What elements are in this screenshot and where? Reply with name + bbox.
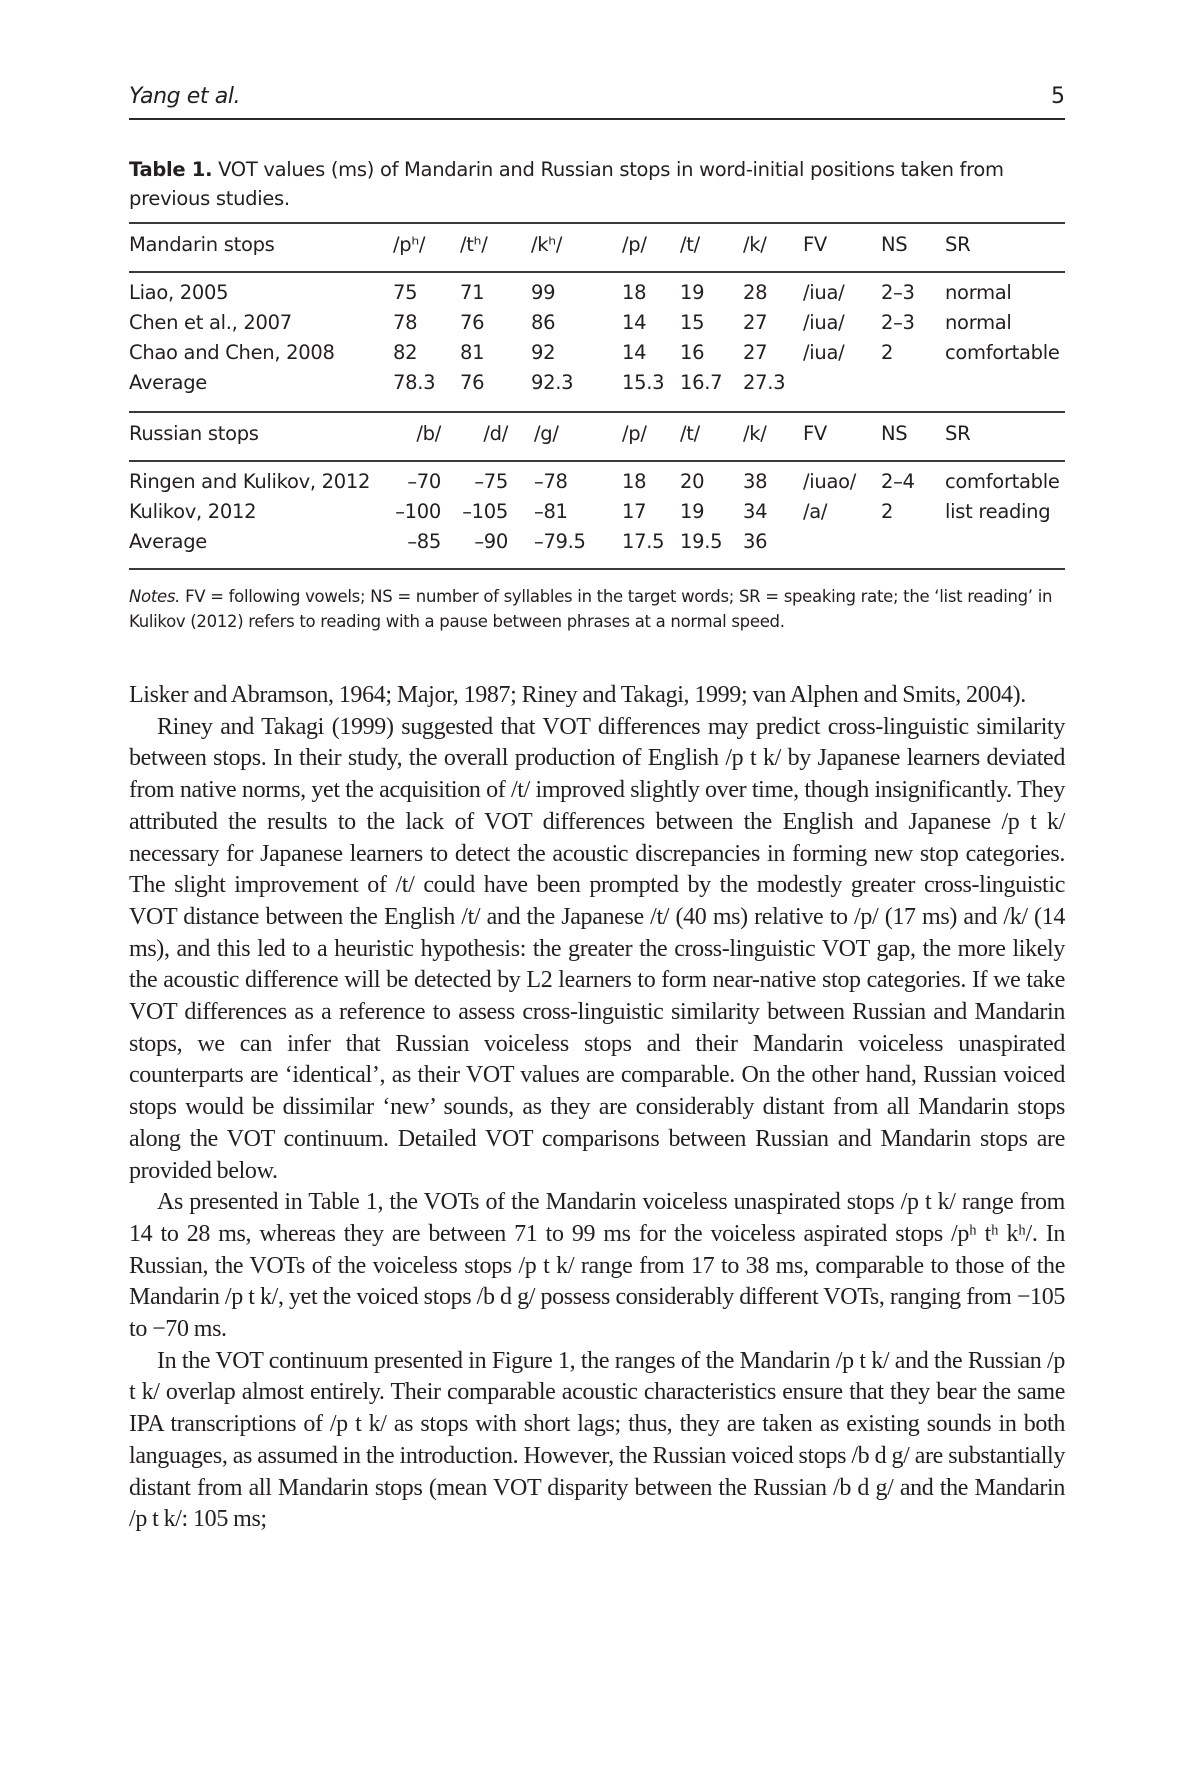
table-cell: comfortable xyxy=(945,341,1060,364)
table-cell: –100 xyxy=(395,500,441,523)
table-cell: –81 xyxy=(534,500,568,523)
body-paragraph: Riney and Takagi (1999) suggested that VOT differences may predict cross-linguistic similarity between stops. In their study, the overall production of English /p t k/ by Japanese learners deviated from native norms, yet the acquisition of /t/ improved slightly over time, though insignificantly. They attributed the results to the lack of VOT differences between the English and Japanese /p t k/ necessary for Japanese learners to detect the acoustic discrepancies in forming new stop categories. The slight improvement of /t/ could have been prompted by the modestly greater cross-linguistic VOT distance between the English /t/ and the Japanese /t/ (40 ms) relative to /p/ (17 ms) and /k/ (14 ms), and this led to a heuristic hypothesis: the greater the cross-linguistic VOT gap, the more likely the acoustic difference will be detected by L2 learners to form near-native stop categories. If we take VOT differences as a reference to assess cross-linguistic similarity between Russian and Mandarin stops, we can infer that Russian voiceless stops and their Mandarin voiceless unaspirated counterparts are ‘identical’, as their VOT values are comparable. On the other hand, Russian voiced stops would be dissimilar ‘new’ sounds, as they are considerably distant from all Mandarin stops along the VOT continuum. Detailed VOT comparisons between Russian and Mandarin stops are provided below. xyxy=(129,713,1065,1184)
table-cell: 78 xyxy=(393,311,418,334)
table-cell: 19.5 xyxy=(680,530,723,553)
table-header-row xyxy=(129,422,1065,452)
table-bottom-rule xyxy=(129,568,1065,570)
running-head xyxy=(129,82,1065,120)
table-cell: /t/ xyxy=(680,422,700,445)
table-cell: 2 xyxy=(881,341,894,364)
table-cell: 99 xyxy=(531,281,556,304)
table-row xyxy=(129,281,1065,311)
table-cell: 92 xyxy=(531,341,556,364)
table-cell: 76 xyxy=(460,371,485,394)
table-cell: 27 xyxy=(743,311,768,334)
table-row xyxy=(129,341,1065,371)
table-cell: /iuao/ xyxy=(803,470,856,493)
row-label: Russian stops xyxy=(129,422,259,445)
running-head-authors: Yang et al. xyxy=(129,84,241,109)
table-top-rule xyxy=(129,222,1065,224)
table-header-row xyxy=(129,233,1065,263)
table-cell: 71 xyxy=(460,281,485,304)
row-label: Average xyxy=(129,530,207,553)
table-cell: 2–4 xyxy=(881,470,915,493)
table-cell: NS xyxy=(881,422,908,445)
table-header-rule xyxy=(129,271,1065,273)
table-cell: comfortable xyxy=(945,470,1060,493)
table-cell: –105 xyxy=(462,500,508,523)
table-cell: /iua/ xyxy=(803,311,845,334)
row-label: Chen et al., 2007 xyxy=(129,311,292,334)
table-cell: –70 xyxy=(407,470,441,493)
table-cell: NS xyxy=(881,233,908,256)
table-row xyxy=(129,500,1065,530)
table-cell: 16 xyxy=(680,341,705,364)
body-paragraph: In the VOT continuum presented in Figure 1, the ranges of the Mandarin /p t k/ and the Russian /p t k/ overlap almost entirely. Their comparable acoustic characteristics ensure that they bear the same IPA transcriptions of /p t k/ as stops with short lags; thus, they are taken as existing sounds in both languages, as assumed in the introduction. However, the Russian voiced stops /b d g/ are substantially distant from all Mandarin stops (mean VOT disparity between the Russian /b d g/ and the Mandarin /p t k/: 105 ms; xyxy=(129,1347,1065,1533)
table-cell: /t/ xyxy=(680,233,700,256)
table-cell: –85 xyxy=(407,530,441,553)
table-cell: 82 xyxy=(393,341,418,364)
table-cell: 20 xyxy=(680,470,705,493)
table-cell: 15 xyxy=(680,311,705,334)
table-caption-text: VOT values (ms) of Mandarin and Russian stops in word-initial positions taken from previous studies. xyxy=(129,158,1004,210)
table-cell: /d/ xyxy=(483,422,508,445)
table-cell: /k/ xyxy=(743,422,767,445)
table-cell: 28 xyxy=(743,281,768,304)
table-cell: 34 xyxy=(743,500,768,523)
row-label: Kulikov, 2012 xyxy=(129,500,257,523)
table-caption xyxy=(129,155,1065,213)
table-caption-label: Table 1. xyxy=(129,158,213,181)
table-cell: –90 xyxy=(474,530,508,553)
table-cell: 16.7 xyxy=(680,371,723,394)
body-paragraph: As presented in Table 1, the VOTs of the Mandarin voiceless unaspirated stops /p t k/ range from 14 to 28 ms, whereas they are between 71 to 99 ms for the voiceless aspirated stops /pʰ tʰ kʰ/. In Russian, the VOTs of the voiceless stops /p t k/ range from 17 to 38 ms, comparable to those of the Mandarin /p t k/, yet the voiced stops /b d g/ possess considerably different VOTs, ranging from −105 to −70 ms. xyxy=(129,1189,1065,1343)
table-cell: FV xyxy=(803,233,827,256)
table-cell: –79.5 xyxy=(534,530,586,553)
table-cell: 19 xyxy=(680,281,705,304)
table-cell: 75 xyxy=(393,281,418,304)
table-cell: normal xyxy=(945,311,1012,334)
table-cell: normal xyxy=(945,281,1012,304)
table-notes-text: FV = following vowels; NS = number of syllables in the target words; SR = speaking rate; the ‘list reading’ in Kulikov (2012) refers to reading with a pause between phrases at a normal speed. xyxy=(129,587,1053,631)
table-header-rule-2 xyxy=(129,460,1065,462)
table-cell: SR xyxy=(945,233,971,256)
table-cell: /pʰ/ xyxy=(393,233,426,256)
table-cell: /kʰ/ xyxy=(531,233,563,256)
table-cell: 27 xyxy=(743,341,768,364)
row-label: Average xyxy=(129,371,207,394)
table-row xyxy=(129,470,1065,500)
table-cell: /g/ xyxy=(534,422,559,445)
table-cell: 78.3 xyxy=(393,371,436,394)
table-notes xyxy=(129,584,1065,634)
table-cell: 14 xyxy=(622,341,647,364)
table-section-rule xyxy=(129,411,1065,413)
body-paragraph: Lisker and Abramson, 1964; Major, 1987; Riney and Takagi, 1999; van Alphen and Smits, 2004). xyxy=(129,682,1026,708)
page-number: 5 xyxy=(1051,84,1065,109)
table-cell: SR xyxy=(945,422,971,445)
row-label: Mandarin stops xyxy=(129,233,275,256)
table-cell: 86 xyxy=(531,311,556,334)
table-row xyxy=(129,311,1065,341)
row-label: Ringen and Kulikov, 2012 xyxy=(129,470,371,493)
table-cell: /tʰ/ xyxy=(460,233,488,256)
table-cell: –75 xyxy=(474,470,508,493)
table-cell: /iua/ xyxy=(803,341,845,364)
table-cell: 18 xyxy=(622,281,647,304)
table-cell: /k/ xyxy=(743,233,767,256)
row-label: Liao, 2005 xyxy=(129,281,229,304)
table-cell: 15.3 xyxy=(622,371,665,394)
table-row xyxy=(129,371,1065,401)
table-cell: FV xyxy=(803,422,827,445)
table-cell: –78 xyxy=(534,470,568,493)
table-cell: 38 xyxy=(743,470,768,493)
row-label: Chao and Chen, 2008 xyxy=(129,341,335,364)
table-cell: 2 xyxy=(881,500,894,523)
table-row xyxy=(129,530,1065,560)
table-cell: 76 xyxy=(460,311,485,334)
table-cell: 92.3 xyxy=(531,371,574,394)
table-cell: /b/ xyxy=(416,422,441,445)
table-notes-lead: Notes. xyxy=(129,587,181,606)
table-cell: 2–3 xyxy=(881,281,915,304)
table-cell: /iua/ xyxy=(803,281,845,304)
body-text xyxy=(129,680,1065,1536)
table-cell: 17 xyxy=(622,500,647,523)
table-cell: 27.3 xyxy=(743,371,786,394)
table-cell: 18 xyxy=(622,470,647,493)
table-cell: 36 xyxy=(743,530,768,553)
table-cell: 2–3 xyxy=(881,311,915,334)
table-cell: /p/ xyxy=(622,422,647,445)
table-cell: list reading xyxy=(945,500,1051,523)
table-cell: 19 xyxy=(680,500,705,523)
table-cell: 17.5 xyxy=(622,530,665,553)
table-cell: /a/ xyxy=(803,500,828,523)
table-cell: /p/ xyxy=(622,233,647,256)
table-cell: 14 xyxy=(622,311,647,334)
table-cell: 81 xyxy=(460,341,485,364)
